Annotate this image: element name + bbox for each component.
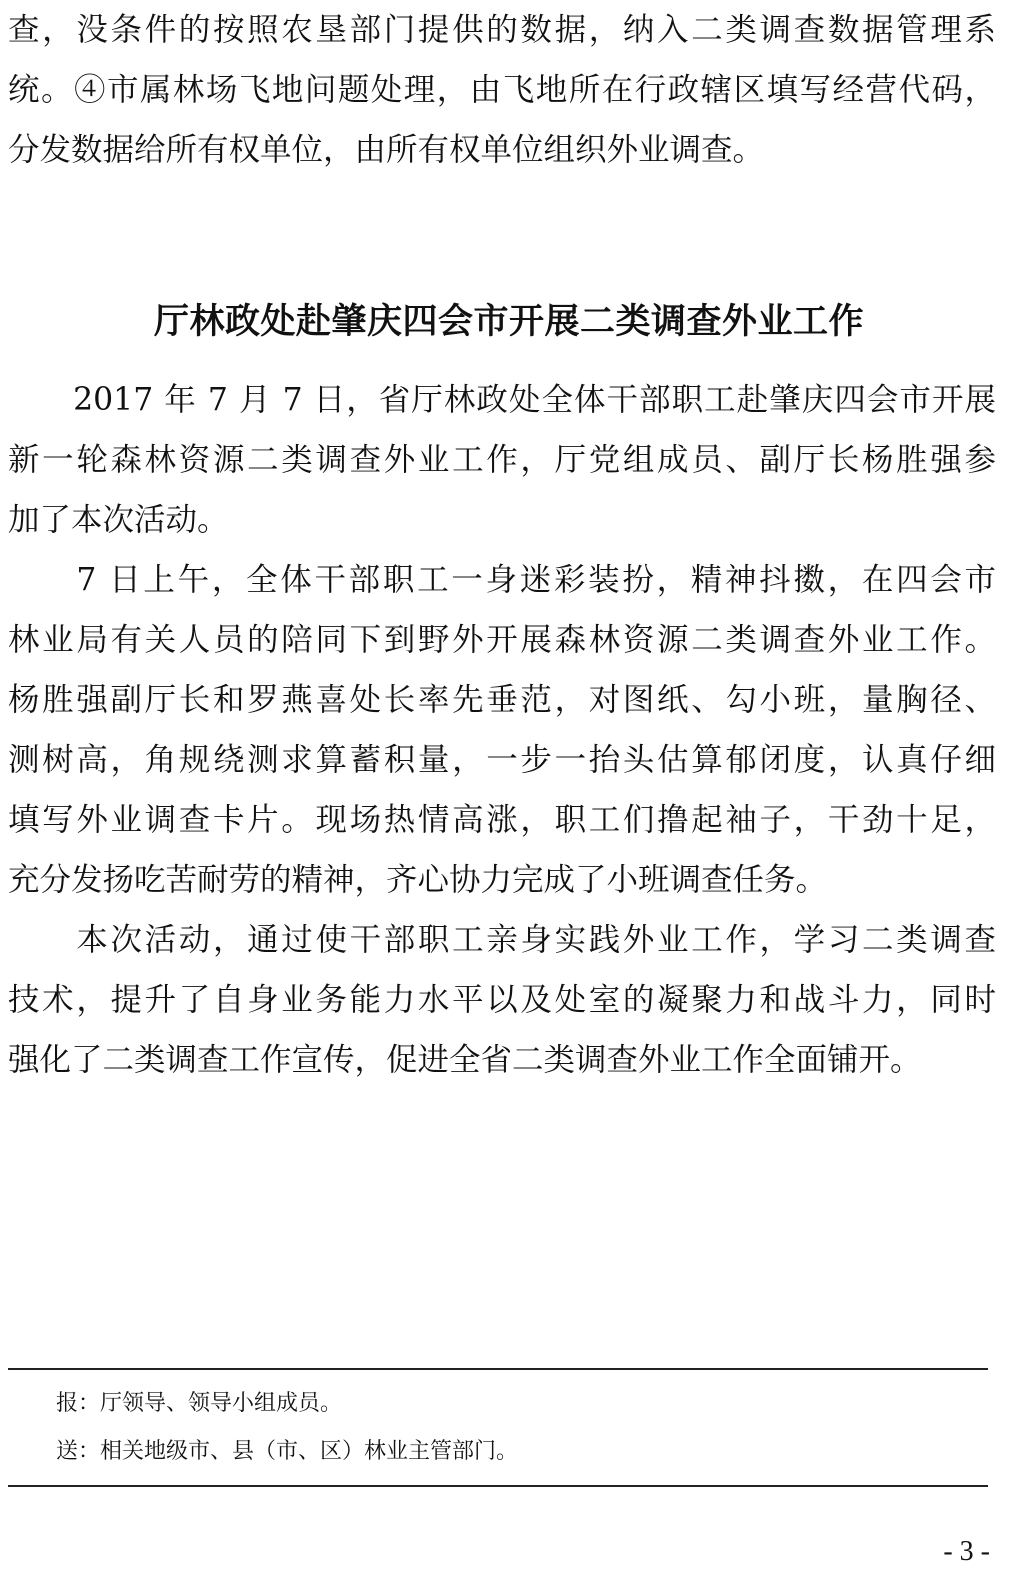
paragraph-2-line-4: 测树高，角规绕测求算蓄积量，一步一抬头估算郁闭度，认真仔细 xyxy=(8,742,996,778)
paragraph-3-line-3: 强化了二类调查工作宣传，促进全省二类调查外业工作全面铺开。 xyxy=(8,1042,922,1078)
paragraph-3-line-2: 技术，提升了自身业务能力水平以及处室的凝聚力和战斗力，同时 xyxy=(8,982,996,1018)
intro-line-2: 统。④市属林场飞地问题处理，由飞地所在行政辖区填写经营代码， xyxy=(8,72,996,108)
paragraph-1-line-2: 新一轮森林资源二类调查外业工作，厅党组成员、副厅长杨胜强参 xyxy=(8,442,996,478)
article-title: 厅林政处赴肇庆四会市开展二类调查外业工作 xyxy=(153,302,864,342)
page-number: - 3 - xyxy=(943,1536,990,1567)
distribution-bottom-rule xyxy=(8,1485,988,1487)
paragraph-2-line-1: 7 日上午，全体干部职工一身迷彩装扮，精神抖擞，在四会市 xyxy=(8,562,996,598)
paragraph-2-line-2: 林业局有关人员的陪同下到野外开展森林资源二类调查外业工作。 xyxy=(8,622,996,658)
distribution-report-to: 报：厅领导、领导小组成员。 xyxy=(56,1391,343,1416)
paragraph-3-line-1: 本次活动，通过使干部职工亲身实践外业工作，学习二类调查 xyxy=(8,922,996,958)
intro-line-3: 分发数据给所有权单位，由所有权单位组织外业调查。 xyxy=(8,132,765,168)
distribution-send-to: 送：相关地级市、县（市、区）林业主管部门。 xyxy=(56,1439,519,1464)
paragraph-2-line-6: 充分发扬吃苦耐劳的精神，齐心协力完成了小班调查任务。 xyxy=(8,862,828,898)
paragraph-2-line-5: 填写外业调查卡片。现场热情高涨，职工们撸起袖子，干劲十足， xyxy=(8,802,996,838)
distribution-top-rule xyxy=(8,1368,988,1370)
paragraph-2-line-3: 杨胜强副厅长和罗燕喜处长率先垂范，对图纸、勾小班，量胸径、 xyxy=(8,682,996,718)
paragraph-1-line-3: 加了本次活动。 xyxy=(8,502,229,538)
paragraph-1-line-1: 2017 年 7 月 7 日，省厅林政处全体干部职工赴肇庆四会市开展 xyxy=(8,382,996,418)
intro-line-1: 查，没条件的按照农垦部门提供的数据，纳入二类调查数据管理系 xyxy=(8,12,996,48)
